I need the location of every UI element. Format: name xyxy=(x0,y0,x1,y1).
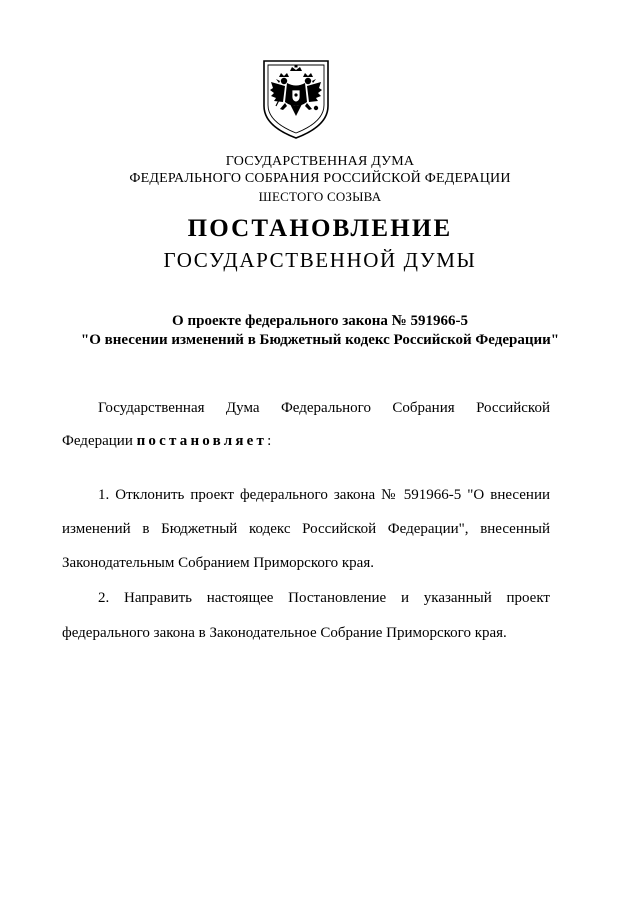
item-2-line-1: 2. Направить настоящее Постановление и указанный проект xyxy=(98,590,550,606)
document-title: ПОСТАНОВЛЕНИЕ xyxy=(187,215,453,242)
subject-line-1: О проекте федерального закона № 591966-5 xyxy=(172,313,468,329)
intro-prefix: Федерации xyxy=(62,433,137,449)
header-line-assembly: ФЕДЕРАЛЬНОГО СОБРАНИЯ РОССИЙСКОЙ ФЕДЕРАЦИИ xyxy=(129,171,511,186)
header-line-duma: ГОСУДАРСТВЕННАЯ ДУМА xyxy=(225,154,415,169)
item-1-line-1: 1. Отклонить проект федерального закона № 591966-5 "О внесении xyxy=(98,487,550,503)
intro-suffix: : xyxy=(267,433,272,449)
item-1-line-3: Законодательным Собранием Приморского края. xyxy=(62,555,374,571)
item-2-line-2: федерального закона в Законодательное Собрание Приморского края. xyxy=(62,625,507,641)
document-subtitle: ГОСУДАРСТВЕННОЙ ДУМЫ xyxy=(163,248,477,272)
intro-line-1: Государственная Дума Федерального Собрания Российской xyxy=(98,400,550,416)
intro-line-2 xyxy=(62,432,550,451)
coat-of-arms-icon xyxy=(261,58,331,140)
item-1-line-2: изменений в Бюджетный кодекс Российской Федерации", внесенный xyxy=(62,521,550,537)
header-line-convocation: ШЕСТОГО СОЗЫВА xyxy=(258,189,382,204)
subject-line-2: "О внесении изменений в Бюджетный кодекс Российской Федерации" xyxy=(80,332,560,348)
decree-verb: постановляет xyxy=(136,433,268,449)
